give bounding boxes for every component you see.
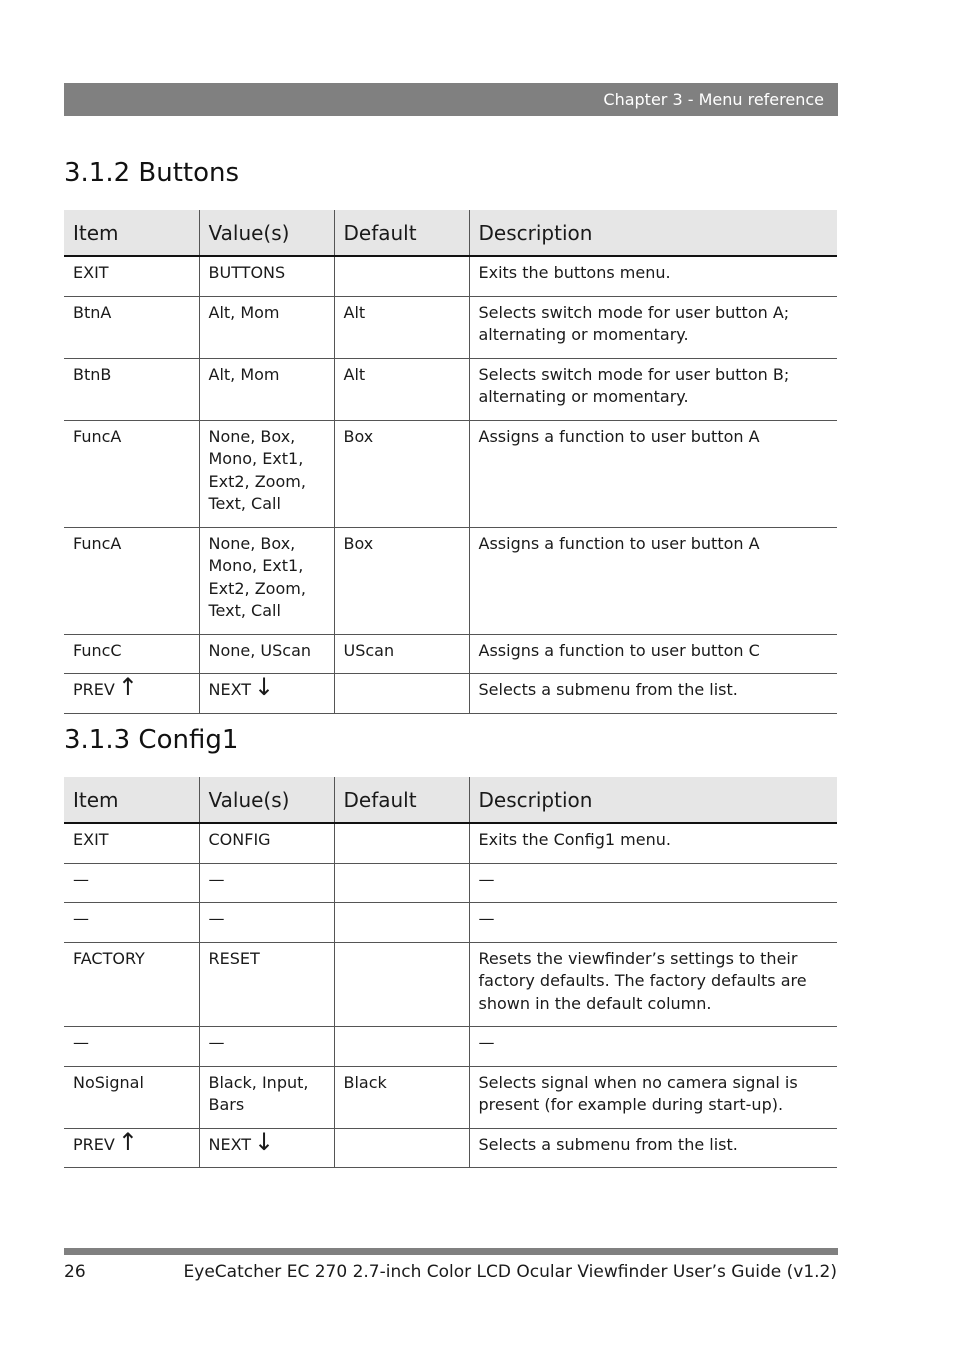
table-header-row bbox=[64, 777, 837, 823]
table-row bbox=[64, 903, 837, 943]
table-row bbox=[64, 296, 837, 358]
table-row bbox=[64, 1128, 837, 1168]
cell-default: Box bbox=[334, 527, 469, 634]
cell-values: Alt, Mom bbox=[199, 296, 334, 358]
prev-label: PREV bbox=[73, 1134, 115, 1154]
cell-values: Black, Input, Bars bbox=[199, 1066, 334, 1128]
table-row bbox=[64, 358, 837, 420]
cell-description: Selects a submenu from the list. bbox=[469, 674, 837, 714]
cell-values: RESET bbox=[199, 942, 334, 1027]
column-header-default: Default bbox=[334, 210, 469, 256]
page-number: 26 bbox=[64, 1262, 86, 1282]
cell-default bbox=[334, 863, 469, 903]
cell-item: BtnB bbox=[64, 358, 199, 420]
table-header-row bbox=[64, 210, 837, 256]
arrow-up-icon: ↑ bbox=[117, 673, 138, 701]
column-header-item: Item bbox=[64, 210, 199, 256]
cell-item: FuncA bbox=[64, 527, 199, 634]
cell-description: Resets the viewfinder’s settings to their factory defaults. The factory defaults are shown in the default column. bbox=[469, 942, 837, 1027]
cell-values bbox=[199, 1128, 334, 1168]
cell-default bbox=[334, 256, 469, 296]
cell-description: Assigns a function to user button A bbox=[469, 420, 837, 527]
cell-description: Selects a submenu from the list. bbox=[469, 1128, 837, 1168]
cell-values: None, UScan bbox=[199, 634, 334, 674]
prev-label: PREV bbox=[73, 680, 115, 699]
cell-item: — bbox=[64, 863, 199, 903]
cell-values: None, Box, Mono, Ext1, Ext2, Zoom, Text, Call bbox=[199, 527, 334, 634]
cell-item: FuncA bbox=[64, 420, 199, 527]
table-row bbox=[64, 863, 837, 903]
cell-description: Selects switch mode for user button B; alternating or momentary. bbox=[469, 358, 837, 420]
cell-item: EXIT bbox=[64, 823, 199, 863]
section-title-config1: 3.1.3 Config1 bbox=[64, 725, 239, 755]
table-row bbox=[64, 1066, 837, 1128]
cell-item: BtnA bbox=[64, 296, 199, 358]
cell-default bbox=[334, 1027, 469, 1067]
cell-values: BUTTONS bbox=[199, 256, 334, 296]
cell-description: — bbox=[469, 863, 837, 903]
cell-default: Box bbox=[334, 420, 469, 527]
table-row bbox=[64, 634, 837, 674]
cell-values: CONFIG bbox=[199, 823, 334, 863]
table-row bbox=[64, 420, 837, 527]
cell-default: Alt bbox=[334, 358, 469, 420]
cell-values: None, Box, Mono, Ext1, Ext2, Zoom, Text, Call bbox=[199, 420, 334, 527]
column-header-default: Default bbox=[334, 777, 469, 823]
cell-default bbox=[334, 1128, 469, 1168]
cell-description: Selects switch mode for user button A; alternating or momentary. bbox=[469, 296, 837, 358]
arrow-down-icon: ↓ bbox=[254, 1127, 275, 1156]
cell-item: FACTORY bbox=[64, 942, 199, 1027]
cell-values: — bbox=[199, 903, 334, 943]
cell-item bbox=[64, 1128, 199, 1168]
chapter-header-bar bbox=[64, 83, 838, 116]
next-label: NEXT bbox=[208, 1134, 252, 1154]
next-label: NEXT bbox=[208, 680, 252, 699]
table-row bbox=[64, 1027, 837, 1067]
cell-description: Assigns a function to user button A bbox=[469, 527, 837, 634]
cell-item: — bbox=[64, 1027, 199, 1067]
arrow-down-icon: ↓ bbox=[254, 673, 275, 701]
buttons-table bbox=[64, 210, 837, 714]
table-row bbox=[64, 256, 837, 296]
cell-item: FuncC bbox=[64, 634, 199, 674]
section-title-buttons: 3.1.2 Buttons bbox=[64, 158, 240, 188]
footer-bar bbox=[64, 1248, 838, 1255]
config1-table bbox=[64, 777, 837, 1168]
cell-item: NoSignal bbox=[64, 1066, 199, 1128]
cell-default: UScan bbox=[334, 634, 469, 674]
cell-values: — bbox=[199, 863, 334, 903]
column-header-item: Item bbox=[64, 777, 199, 823]
table-row bbox=[64, 527, 837, 634]
cell-item bbox=[64, 674, 199, 714]
column-header-values: Value(s) bbox=[199, 210, 334, 256]
cell-description: Selects signal when no camera signal is present (for example during start-up). bbox=[469, 1066, 837, 1128]
cell-description: — bbox=[469, 1027, 837, 1067]
column-header-description: Description bbox=[469, 210, 837, 256]
cell-description: Exits the Config1 menu. bbox=[469, 823, 837, 863]
cell-default bbox=[334, 674, 469, 714]
cell-values: — bbox=[199, 1027, 334, 1067]
cell-item: EXIT bbox=[64, 256, 199, 296]
table-row bbox=[64, 942, 837, 1027]
column-header-description: Description bbox=[469, 777, 837, 823]
cell-default bbox=[334, 942, 469, 1027]
column-header-values: Value(s) bbox=[199, 777, 334, 823]
cell-item: — bbox=[64, 903, 199, 943]
cell-default bbox=[334, 903, 469, 943]
cell-default bbox=[334, 823, 469, 863]
chapter-title: Chapter 3 - Menu reference bbox=[603, 90, 824, 109]
arrow-up-icon: ↑ bbox=[117, 1127, 138, 1156]
cell-values: Alt, Mom bbox=[199, 358, 334, 420]
cell-default: Black bbox=[334, 1066, 469, 1128]
footer-document-title: EyeCatcher EC 270 2.7-inch Color LCD Ocular Viewfinder User’s Guide (v1.2) bbox=[183, 1262, 837, 1282]
table-row bbox=[64, 674, 837, 714]
cell-default: Alt bbox=[334, 296, 469, 358]
table-row bbox=[64, 823, 837, 863]
cell-description: — bbox=[469, 903, 837, 943]
cell-description: Assigns a function to user button C bbox=[469, 634, 837, 674]
cell-description: Exits the buttons menu. bbox=[469, 256, 837, 296]
cell-values bbox=[199, 674, 334, 714]
